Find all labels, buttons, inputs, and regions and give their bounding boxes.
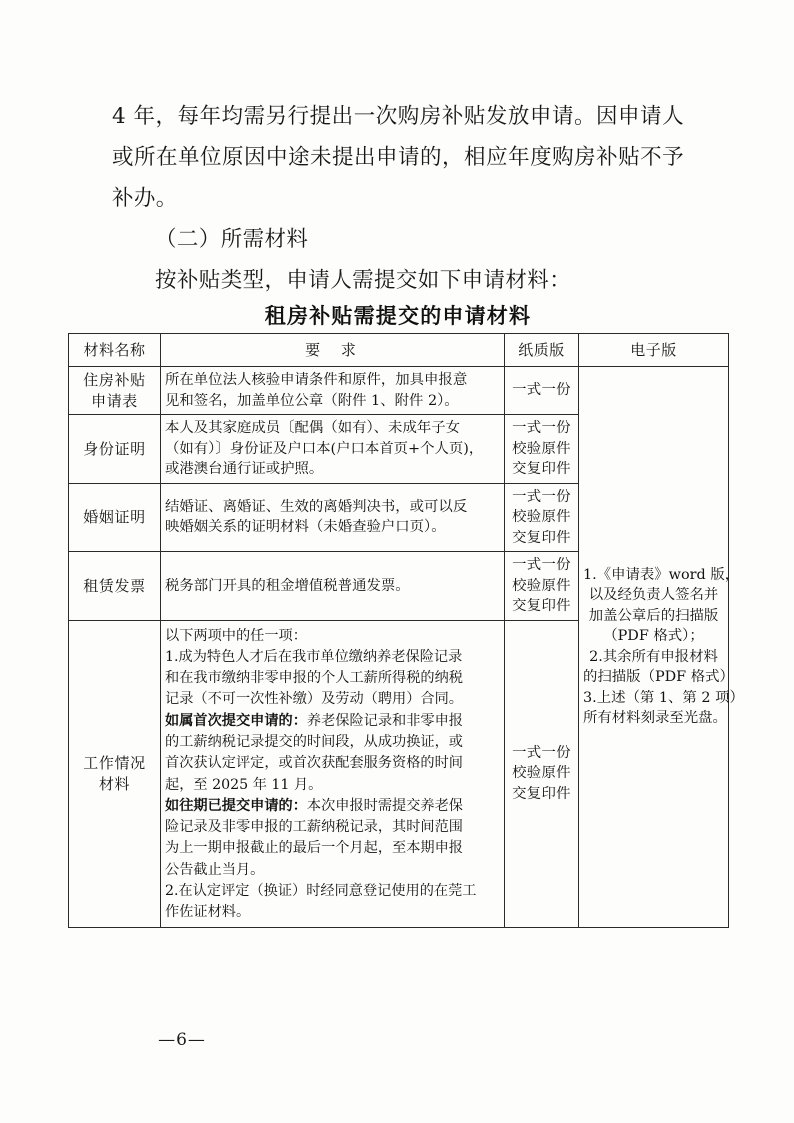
cell-requirement: 所在单位法人核验申请条件和原件，加具申报意 见和签名，加盖单位公章（附件 1、附件 2）。	[161, 367, 505, 415]
paragraph-continuation: 4 年，每年均需另行提出一次购房补贴发放申请。因申请人或所在单位原因中途未提出申请的，相应年度购房补贴不予补办。	[112, 104, 684, 211]
cell-requirement: 以下两项中的任一项： 1.成为特色人才后在我市单位缴纳养老保险记录 和在我市缴纳非零申报的个人工薪所得税的纳税 记录（不可一次性补缴）及劳动（聘用）合同。 如属首次提交申请的：养老保险记录和非零申报 的工薪纳税记录提交的时间段，从成功换证，或 首次获认定评定，或首次获配套服务资格的时间 起，至 2025 年 11 月。 如往期已提交申请的：本次申报时需提交养老保 险记录及非零申报的工薪纳税记录，其时间范围 为上一期申报截止的最后一个月起，至本期申报 公告截止当月。 2.在认定评定（换证）时经同意登记使用的在莞工 作佐证材料。	[161, 620, 505, 927]
cell-requirement: 税务部门开具的租金增值税普通发票。	[161, 552, 505, 621]
cell-paper-version: 一式一份	[505, 367, 579, 415]
cell-electronic-version: 1.《申请表》word 版， 以及经负责人签名并 加盖公章后的扫描版 （PDF 格式）； 2.其余所有申报材料 的扫描版（PDF 格式） 3.上述（第 1、第 2 项） 所有材料刻录至光盘。	[579, 367, 729, 928]
body-prose	[112, 96, 684, 301]
paragraph-section-heading: （二）所需材料	[155, 227, 309, 252]
page-number: —6—	[158, 1030, 206, 1050]
header-paper-version: 纸质版	[505, 334, 579, 367]
materials-table-wrapper	[68, 333, 744, 928]
table-header-row	[69, 334, 729, 367]
cell-requirement: 结婚证、离婚证、生效的离婚判决书，或可以反 映婚姻关系的证明材料（未婚查验户口页）。	[161, 483, 505, 552]
table-row	[69, 367, 729, 415]
materials-table	[68, 333, 744, 928]
page-footer	[0, 1030, 794, 1050]
cell-material-name: 身份证明	[69, 415, 161, 484]
cell-requirement: 本人及其家庭成员〔配偶（如有）、未成年子女 （如有）〕身份证及户口本(户口本首页+个人页)， 或港澳台通行证或护照。	[161, 415, 505, 484]
paragraph-intro: 按补贴类型，申请人需提交如下申请材料：	[155, 268, 572, 293]
cell-paper-version: 一式一份 校验原件 交复印件	[505, 483, 579, 552]
header-requirement: 要 求	[161, 334, 505, 367]
header-electronic-version: 电子版	[579, 334, 729, 367]
cell-material-name: 租赁发票	[69, 552, 161, 621]
cell-material-name: 工作情况 材料	[69, 620, 161, 927]
cell-material-name: 住房补贴 申请表	[69, 367, 161, 415]
cell-paper-version: 一式一份 校验原件 交复印件	[505, 620, 579, 927]
cell-paper-version: 一式一份 校验原件 交复印件	[505, 415, 579, 484]
table-title: 租房补贴需提交的申请材料	[264, 303, 532, 328]
header-material-name: 材料名称	[69, 334, 161, 367]
cell-material-name: 婚姻证明	[69, 483, 161, 552]
cell-paper-version: 一式一份 校验原件 交复印件	[505, 552, 579, 621]
